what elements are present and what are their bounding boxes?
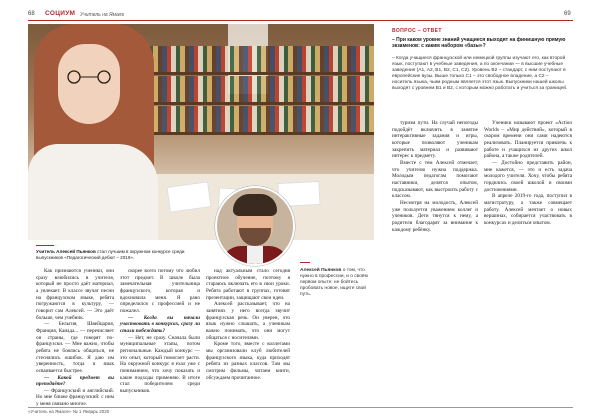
paragraph: Ученики называют проект «Action Worlds – «Мир действий», который в скором времени они сами надеются реализовать. Планируется привлечь к работе и учащихся из других школ района, а также родителей.	[484, 120, 572, 160]
footer-text: «Учитель на Ямале» № 1 Январь 2020	[28, 409, 110, 414]
article-column-4	[392, 120, 478, 402]
photo-caption	[36, 249, 196, 261]
paragraph: — Бельгия, Швейцария, Франция, Канада... — перечисляет он страны, где говорят по-французски. — Мне важно, чтобы ребята не боялись общаться, не стеснялись ошибок. Я даю им уверенность, тогда и язык осваивается быстрее.	[36, 321, 114, 374]
pull-quote-name: Алексей Пьянков	[300, 268, 342, 273]
paragraph: В апреле 2019-го года, поступил в магистратуру, а также совмещает работу. Алексей мечтает о новых вершинах, собирается участвовать в конкурсах и делиться опытом.	[484, 193, 572, 226]
caption-rule	[36, 245, 54, 246]
paragraph: Алексей рассказывает, что на занятиях у него всегда звучит французская речь. Он уверен, что язык нужно слышать, а ученикам важно понимать, что они могут общаться с носителями.	[206, 301, 290, 341]
paragraph: туризм пути. На случай непогоды подойдёт включить в занятие интерактивные задания и игры, которые позволяют ученикам закрепить материал и развивают интерес к предмету.	[392, 120, 478, 160]
page-number-left: 68	[28, 11, 35, 17]
sidebar-heading: ВОПРОС – ОТВЕТ	[392, 28, 442, 34]
magazine-title: Учитель на Ямале	[80, 11, 125, 18]
paragraph: — Французский и английский. Но мне ближе французский: с ним у меня связано многое.	[36, 387, 114, 408]
sidebar-answer: – Когда учащиеся французской или немецкой группы изучают его, как второй язык, поступают в учебные заведения, а по окончании — в высшие учебные заведения (А1, А2, В1, В2, С1, С2). Уровень В2 – стандарт, с ним поступают в европейские вузы. Выше только С1 – это свободное владение, а С2 – носитель языка, чьим родным является этот язык. Выпускники нашей школы выходят с уровнем В1 и В2, с которым можно работать и учиться за границей.	[392, 56, 568, 92]
paragraph: Как признаются ученики, они сразу влюбились в учителя, который не просто даёт материал, а увлекает. В классе звучат песни на французском языке, ребята погружаются в культуру, — говорит сам Алексей. — Это даёт больше, чем учебник.	[36, 268, 114, 321]
interview-question: — Какой предмет вы преподаёте?	[36, 374, 114, 388]
sidebar-question: – При каком уровне знаний учащиеся выходят на финишную прямую экзаменов: с каким набором «базы»?	[392, 37, 566, 50]
pull-quote-rule	[300, 262, 310, 263]
header-rule	[28, 20, 573, 21]
article-column-3	[206, 268, 290, 381]
caption-text: стал лучшим в окружном конкурсе среди выпускников «Педагогический дебют – 2019».	[36, 249, 185, 260]
footer-rule	[28, 407, 573, 408]
article-column-5	[484, 120, 572, 402]
paragraph: над актуальным стало сегодня проектное обучение, поэтому я стараюсь включать его в свои уроки. Ребята работают в группах, готовят презентации, защищают свои идеи.	[206, 268, 290, 301]
paragraph: — Достойно представить район, мне кажется, — это и есть задача молодого учителя. Хочу, чтобы ребята гордились своей школой и своими достижениями.	[484, 159, 572, 193]
paragraph: Вместе с тем Алексей отмечает, что учителю нужна поддержка. Молодым педагогам помогают наставники, делятся опытом, подсказывают, как выстроить работу с классом.	[392, 159, 478, 200]
paragraph: скорее всего потому что любил этот предмет. В школе была замечательная учительница французского, которая и вдохновила меня. Я рано определился с профессией и не пожалел.	[120, 268, 200, 314]
paragraph: Несмотря на молодость, Алексей уже пользуется уважением коллег и учеников. Дети тянутся к нему, а родители благодарят за внимание к каждому ребёнку.	[392, 199, 478, 233]
paragraph: Кроме того, вместе с коллегами мы организовали клуб любителей французского языка, куда приходят ребята из разных классов. Там мы смотрим фильмы, читаем книги, обсуждаем прочитанное.	[206, 341, 290, 381]
article-column-2	[120, 268, 200, 394]
portrait-photo	[215, 186, 295, 266]
pull-quote	[300, 268, 370, 298]
section-title: СОЦИУМ	[45, 10, 76, 17]
page-number-right: 69	[564, 11, 571, 17]
paragraph: — Нет, не сразу. Сначала были муниципальные этапы, потом региональные. Каждый конкурс — это опыт, который помогает расти. На окружной конкурс я ехал уже с пониманием, что хочу показать и какие подходы применяю. В итоге стал победителем среди выпускников.	[120, 334, 200, 394]
caption-name: Учитель Алексей Пьянков	[36, 249, 96, 254]
main-photo	[28, 24, 374, 240]
interview-question: — Когда вы начали участвовать в конкурсах, сразу ли стали побеждать?	[120, 314, 200, 334]
article-column-1	[36, 268, 114, 408]
pull-quote-text: о том, что нужно в профессии, и о своём первом опыте: не бойтесь пробовать новое, ищите свой путь.	[300, 268, 368, 297]
